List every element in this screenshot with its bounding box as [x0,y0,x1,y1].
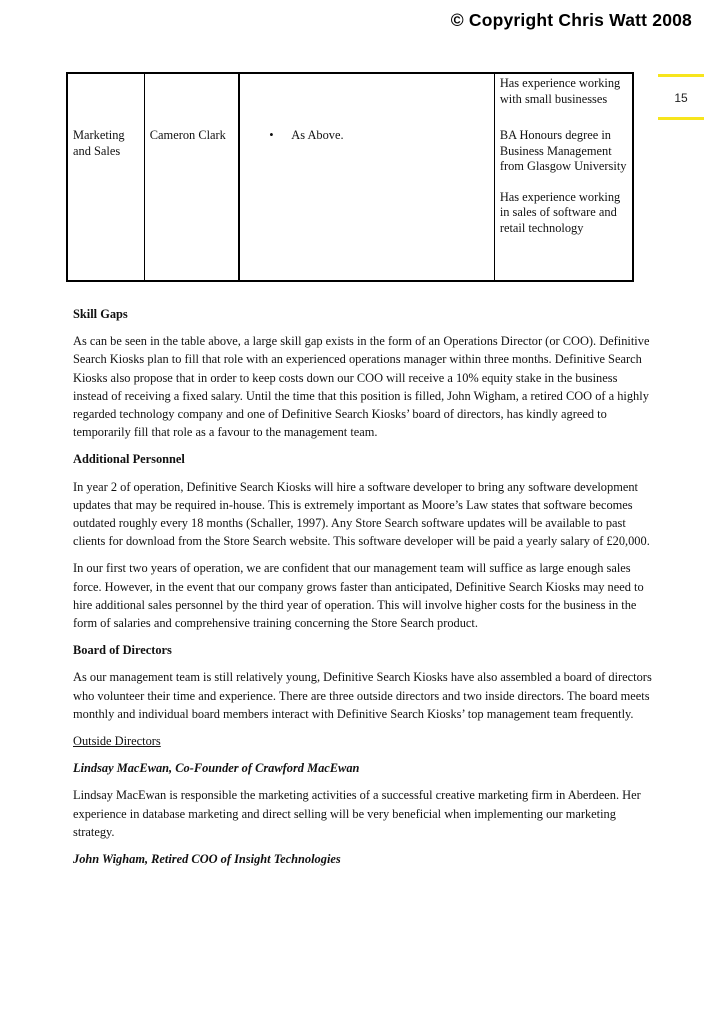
paragraph: Lindsay MacEwan is responsible the marketing activities of a successful creative marketing firm in Aberdeen. Her experience in database marketing and direct selling will be very beneficial when implementing our marketing strategy. [73,788,641,839]
page-number: 15 [674,91,688,105]
section-heading-additional-personnel: Additional Personnel [73,452,185,467]
section-heading-skill-gaps: Skill Gaps [73,307,128,321]
document-body [73,305,655,877]
table-cell-name [144,73,239,126]
table-cell-name: Cameron Clark [144,126,239,281]
bullet-text: As Above. [291,128,344,142]
qualification-degree: BA Honours degree in Business Management from Glasgow University [499,128,627,173]
table-row [67,73,633,126]
section-heading-board-of-directors: Board of Directors [73,643,172,658]
table-cell-position [67,73,144,126]
paragraph: As can be seen in the table above, a large skill gap exists in the form of an Operations Director (or COO). Definitive Search Kiosks plan to fill that role with an experienced operations manager within three months. Definitive Search Kiosks also propose that in order to keep costs down our COO will receive a 10% equity stake in the business instead of receiving a fixed salary. Until the time that this position is filled, John Wigham, a retired COO of a highly regarded technology company and one of Definitive Search Kiosks’ board of directors, has kindly agreed to temporarily fill that role as a favour to the management team. [73,334,650,440]
table-cell-responsibility [239,126,494,281]
paragraph: In year 2 of operation, Definitive Search Kiosks will hire a software developer to bring any software development updates that may be required in-house. This is extremely important as Moore’s Law states that software becomes outdated roughly every 18 months (Schaller, 1997). Any Store Search software updates will be available to past clients for download from the Store Search website. This software developer will be paid a yearly salary of £20,000. [73,479,650,549]
page-marker-bottom-bar [658,117,704,120]
management-team-table [66,72,634,282]
director-heading: Lindsay MacEwan, Co-Founder of Crawford MacEwan [73,761,360,776]
table-cell-qualifications: Has experience working with small businesses [494,73,633,126]
table-cell-qualifications [494,126,633,281]
page-number-marker [658,74,704,120]
copyright-header: © Copyright Chris Watt 2008 [450,10,692,30]
qualification-experience: Has experience working in sales of software and retail technology [499,189,621,235]
paragraph: In our first two years of operation, we are confident that our management team will suffice as large enough sales force. However, in the event that our company grows faster than anticipated, Definitive Search Kiosks may need to hire additional sales personnel by the third year of operation. This will involve higher costs for the business in the form of salaries and comprehensive training concerning the Store Search product. [73,561,644,631]
subheading-outside-directors: Outside Directors [73,734,161,749]
bullet-icon: • [269,128,274,142]
bullet-item [245,128,489,144]
table-cell-responsibility [239,73,494,126]
table-cell-position: Marketing and Sales [67,126,144,281]
director-heading: John Wigham, Retired COO of Insight Technologies [73,852,341,867]
paragraph: As our management team is still relatively young, Definitive Search Kiosks have also assembled a board of directors who volunteer their time and experience. There are three outside directors and two inside directors. The board meets monthly and individual board members interact with Definitive Search Kiosks’ top management team frequently. [73,670,652,721]
table-row [67,126,633,281]
